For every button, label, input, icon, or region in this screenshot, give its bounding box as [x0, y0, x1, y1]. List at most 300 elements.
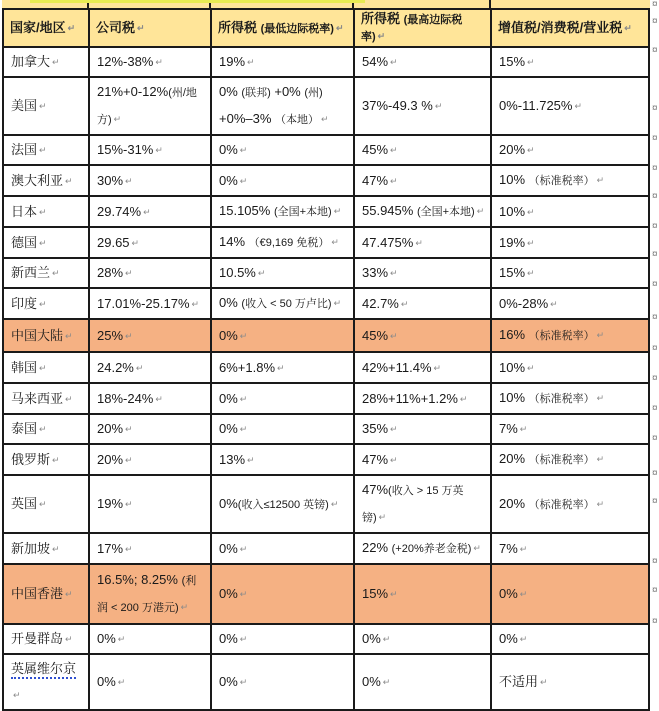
end-of-cell-mark: ↵ — [333, 206, 342, 216]
cell-income_tax_max[interactable] — [354, 383, 491, 414]
cell-text: 42.7% — [362, 295, 399, 311]
cell-corporate_tax[interactable] — [89, 258, 211, 288]
cell-text: 日本 — [11, 203, 38, 219]
end-of-cell-mark: ↵ — [52, 57, 60, 67]
cell-text: 增值税/消费税/营业税 — [498, 20, 623, 35]
column-divider — [489, 0, 491, 8]
cell-text: 0% — [219, 390, 238, 406]
end-of-cell-mark: ↵ — [39, 298, 47, 309]
cell-region[interactable] — [3, 258, 89, 288]
cell-text: 0% — [219, 586, 238, 601]
end-of-cell-mark: ↵ — [596, 498, 605, 509]
cell-text: 45% — [362, 327, 389, 343]
cell-text: 45% — [362, 142, 389, 157]
end-of-cell-mark: ↵ — [65, 175, 73, 186]
end-of-cell-mark: ↵ — [540, 677, 548, 687]
end-of-cell-mark: ↵ — [117, 677, 126, 687]
cell-income_tax_min[interactable] — [211, 475, 354, 533]
end-of-cell-mark: ↵ — [321, 114, 329, 124]
end-of-row-mark: ¤ — [652, 0, 658, 10]
table-row — [3, 47, 649, 77]
end-of-cell-mark: ↵ — [39, 145, 47, 155]
end-of-cell-mark: ↵ — [125, 454, 133, 465]
cell-corporate_tax[interactable] — [89, 165, 211, 196]
end-of-row-mark: ¤ — [652, 16, 658, 27]
cell-text: 俄罗斯 — [11, 451, 51, 467]
cell-vat[interactable] — [491, 47, 649, 77]
end-of-cell-mark: ↵ — [239, 175, 248, 186]
end-of-cell-mark: ↵ — [13, 690, 21, 700]
cell-vat[interactable] — [491, 196, 649, 227]
cell-text: 0%-28% — [499, 295, 549, 311]
cell-text: 法国 — [11, 142, 38, 157]
cell-text: 0% (收入 < 50 万卢比) — [219, 295, 332, 310]
cell-text: 10% — [499, 203, 526, 219]
end-of-cell-mark: ↵ — [239, 393, 248, 404]
cell-corporate_tax[interactable] — [89, 352, 211, 383]
end-of-cell-mark: ↵ — [596, 175, 605, 185]
cell-text: 15%-31% — [97, 142, 154, 157]
cell-income_tax_min[interactable] — [211, 196, 354, 227]
cell-corporate_tax[interactable] — [89, 533, 211, 564]
end-of-cell-mark: ↵ — [519, 634, 528, 644]
cell-corporate_tax[interactable] — [89, 444, 211, 475]
end-of-row-mark: ¤ — [652, 373, 658, 384]
end-of-cell-mark: ↵ — [65, 330, 73, 341]
cell-text: 韩国 — [11, 359, 38, 375]
end-of-cell-mark: ↵ — [125, 330, 133, 341]
cell-text: 15.105% (全国+本地) — [219, 203, 332, 218]
cell-text: 35% — [362, 421, 389, 436]
cell-text: 泰国 — [11, 421, 38, 436]
cell-vat[interactable] — [491, 135, 649, 165]
table-row — [3, 288, 649, 319]
end-of-cell-mark: ↵ — [155, 393, 163, 404]
cell-income_tax_min[interactable] — [211, 383, 354, 414]
end-of-row-mark: ¤ — [652, 103, 658, 114]
cell-income_tax_max[interactable] — [354, 444, 491, 475]
cell-income_tax_max[interactable] — [354, 196, 491, 227]
end-of-cell-mark: ↵ — [473, 543, 481, 553]
cell-text: 28%+11%+1.2% — [362, 390, 458, 406]
cell-corporate_tax[interactable] — [89, 135, 211, 165]
cell-income_tax_min[interactable] — [211, 227, 354, 258]
end-of-row-mark: ¤ — [652, 585, 658, 596]
cell-vat[interactable] — [491, 383, 649, 414]
cell-corporate_tax[interactable] — [89, 196, 211, 227]
end-of-cell-mark: ↵ — [131, 237, 140, 248]
table-row — [3, 196, 649, 227]
table-row — [3, 227, 649, 258]
cell-text: 加拿大 — [11, 54, 51, 69]
cell-text: 15% — [499, 54, 526, 69]
end-of-cell-mark: ↵ — [550, 298, 558, 309]
cell-text: 不适用 — [499, 674, 539, 689]
cell-text: 20% — [97, 421, 124, 436]
cell-income_tax_max[interactable] — [354, 288, 491, 319]
cell-region[interactable] — [3, 383, 89, 414]
cell-text: 0% — [97, 674, 116, 689]
cell-text: 10.5% — [219, 265, 256, 280]
cell-income_tax_max[interactable] — [354, 47, 491, 77]
cell-text: 0% — [219, 540, 238, 556]
end-of-cell-mark: ↵ — [527, 57, 535, 67]
cell-text: 12%-38% — [97, 54, 154, 69]
cell-corporate_tax[interactable] — [89, 624, 211, 654]
cell-corporate_tax[interactable] — [89, 414, 211, 444]
cell-income_tax_min[interactable] — [211, 165, 354, 196]
end-of-cell-mark: ↵ — [277, 362, 285, 373]
end-of-cell-mark: ↵ — [519, 424, 528, 434]
end-of-cell-mark: ↵ — [390, 330, 398, 341]
cell-income_tax_min[interactable] — [211, 564, 354, 624]
cell-vat[interactable] — [491, 444, 649, 475]
cell-text: 新加坡 — [11, 540, 51, 556]
end-of-cell-mark: ↵ — [257, 268, 266, 278]
end-of-cell-mark: ↵ — [390, 175, 398, 186]
cell-text: 中国大陆 — [11, 327, 64, 343]
end-of-cell-mark: ↵ — [382, 634, 391, 644]
cell-text: 0%-11.725% — [499, 98, 573, 113]
table-row — [3, 414, 649, 444]
end-of-cell-mark: ↵ — [125, 543, 133, 554]
cell-corporate_tax[interactable] — [89, 47, 211, 77]
cell-vat[interactable] — [491, 414, 649, 444]
end-of-row-mark: ¤ — [652, 45, 658, 56]
cell-text: 6%+1.8% — [219, 359, 276, 375]
cell-income_tax_max[interactable] — [354, 624, 491, 654]
cell-income_tax_max[interactable] — [354, 77, 491, 135]
cell-income_tax_min[interactable] — [211, 319, 354, 352]
cell-income_tax_max[interactable] — [354, 564, 491, 624]
cell-text: 22% (+20%养老金税) — [362, 540, 472, 555]
cell-region[interactable] — [3, 196, 89, 227]
cell-text: 17% — [97, 540, 124, 556]
cell-text: 0% — [97, 631, 116, 646]
end-of-cell-mark: ↵ — [125, 268, 133, 278]
cell-text: 开曼群岛 — [11, 631, 64, 646]
end-of-cell-mark: ↵ — [125, 499, 133, 509]
header-cell[interactable] — [211, 9, 354, 47]
cell-region[interactable] — [3, 135, 89, 165]
end-of-cell-mark: ↵ — [155, 145, 163, 155]
table-row — [3, 475, 649, 533]
end-of-cell-mark: ↵ — [519, 543, 528, 554]
end-of-row-mark: ¤ — [652, 468, 658, 479]
cell-income_tax_min[interactable] — [211, 47, 354, 77]
end-of-cell-mark: ↵ — [382, 677, 391, 687]
end-of-row-mark: ¤ — [652, 616, 658, 627]
end-of-cell-mark: ↵ — [52, 454, 60, 465]
cell-income_tax_max[interactable] — [354, 135, 491, 165]
cell-region[interactable] — [3, 165, 89, 196]
cell-region[interactable] — [3, 288, 89, 319]
table-row — [3, 258, 649, 288]
end-of-cell-mark: ↵ — [527, 237, 535, 248]
cell-income_tax_min[interactable] — [211, 258, 354, 288]
table-row — [3, 444, 649, 475]
cell-region[interactable] — [3, 414, 89, 444]
end-of-row-mark: ¤ — [652, 133, 658, 144]
cell-income_tax_min[interactable] — [211, 624, 354, 654]
cell-text: 30% — [97, 172, 124, 188]
cell-income_tax_max[interactable] — [354, 165, 491, 196]
end-of-cell-mark: ↵ — [476, 206, 485, 216]
cell-region[interactable] — [3, 227, 89, 258]
table-row — [3, 77, 649, 135]
cell-region[interactable] — [3, 47, 89, 77]
cell-vat[interactable] — [491, 165, 649, 196]
cell-text: 42%+11.4% — [362, 359, 432, 375]
table-header — [3, 9, 649, 47]
cell-corporate_tax[interactable] — [89, 227, 211, 258]
end-of-cell-mark: ↵ — [527, 145, 535, 155]
table-row — [3, 383, 649, 414]
cell-text: 16% （标准税率） — [499, 327, 595, 342]
cell-text: 所得税 (最高边际税率) — [361, 11, 463, 43]
cell-income_tax_max[interactable] — [354, 414, 491, 444]
cell-text: 20% — [499, 142, 526, 157]
cell-vat[interactable] — [491, 624, 649, 654]
end-of-cell-mark: ↵ — [527, 268, 535, 278]
cell-text: 18%-24% — [97, 390, 154, 406]
end-of-cell-mark: ↵ — [390, 57, 398, 67]
end-of-cell-mark: ↵ — [239, 543, 248, 554]
cell-text: 0% — [362, 631, 381, 646]
end-of-cell-mark: ↵ — [65, 393, 73, 404]
cell-vat[interactable] — [491, 564, 649, 624]
header-row — [3, 9, 649, 47]
cell-text: 新西兰 — [11, 265, 51, 280]
cell-text: 10% — [499, 359, 526, 375]
header-cell[interactable] — [89, 9, 211, 47]
cell-income_tax_max[interactable] — [354, 258, 491, 288]
end-of-cell-mark: ↵ — [390, 145, 398, 155]
end-of-cell-mark: ↵ — [117, 634, 126, 644]
cell-corporate_tax[interactable] — [89, 475, 211, 533]
cell-region[interactable] — [3, 624, 89, 654]
end-of-row-mark: ¤ — [652, 433, 658, 444]
cell-income_tax_min[interactable] — [211, 77, 354, 135]
cell-income_tax_max[interactable] — [354, 319, 491, 352]
end-of-cell-mark: ↵ — [135, 362, 144, 373]
highlighter-mark — [30, 0, 365, 3]
cell-income_tax_min[interactable] — [211, 533, 354, 564]
end-of-cell-mark: ↵ — [239, 589, 248, 599]
cell-corporate_tax[interactable] — [89, 319, 211, 352]
table-body — [3, 47, 649, 710]
end-of-cell-mark: ↵ — [434, 101, 443, 111]
cell-text: 国家/地区 — [10, 20, 66, 35]
end-of-cell-mark: ↵ — [247, 57, 255, 67]
end-of-row-mark: ¤ — [652, 403, 658, 414]
cell-vat[interactable] — [491, 654, 649, 710]
cell-text: 德国 — [11, 234, 38, 250]
cell-vat[interactable] — [491, 288, 649, 319]
cell-text: 47% — [362, 172, 389, 188]
end-of-row-mark: ¤ — [652, 556, 658, 567]
end-of-cell-mark: ↵ — [39, 206, 47, 217]
end-of-cell-mark: ↵ — [65, 634, 73, 644]
cell-vat[interactable] — [491, 227, 649, 258]
header-cell[interactable] — [491, 9, 649, 47]
cell-text: 中国香港 — [11, 586, 64, 601]
end-of-cell-mark: ↵ — [390, 424, 398, 434]
cell-text: 美国 — [11, 98, 38, 113]
cell-text: 0%(收入≤12500 英镑) — [219, 495, 329, 511]
cell-income_tax_max[interactable] — [354, 352, 491, 383]
cell-text: 25% — [97, 327, 124, 343]
cell-corporate_tax[interactable] — [89, 77, 211, 135]
cell-region[interactable] — [3, 564, 89, 624]
end-of-cell-mark: ↵ — [39, 237, 47, 248]
table-row — [3, 624, 649, 654]
cell-region[interactable] — [3, 533, 89, 564]
end-of-cell-mark: ↵ — [67, 23, 76, 33]
end-of-cell-mark: ↵ — [52, 543, 60, 554]
end-of-cell-mark: ↵ — [390, 454, 398, 465]
cell-text: 0% — [219, 421, 238, 436]
cell-text: 16.5%; 8.25% (利润 < 200 万港元) — [97, 572, 197, 614]
cell-vat[interactable] — [491, 258, 649, 288]
cell-corporate_tax[interactable] — [89, 288, 211, 319]
cell-text: 20% （标准税率） — [499, 451, 595, 466]
cell-text: 47% — [362, 451, 389, 467]
end-of-cell-mark: ↵ — [239, 677, 248, 687]
cell-vat[interactable] — [491, 319, 649, 352]
cell-text: 54% — [362, 54, 389, 69]
end-of-cell-mark: ↵ — [596, 330, 605, 340]
end-of-cell-mark: ↵ — [527, 362, 535, 373]
end-of-cell-mark: ↵ — [390, 589, 398, 599]
end-of-cell-mark: ↵ — [239, 145, 248, 155]
end-of-cell-mark: ↵ — [39, 101, 47, 111]
end-of-cell-mark: ↵ — [39, 499, 47, 509]
cell-text: 0% — [219, 631, 238, 646]
end-of-cell-mark: ↵ — [331, 237, 339, 247]
cell-region[interactable] — [3, 77, 89, 135]
cell-text: 英国 — [11, 496, 38, 511]
cell-text: 28% — [97, 265, 124, 280]
cell-region[interactable] — [3, 444, 89, 475]
cell-vat[interactable] — [491, 77, 649, 135]
cell-income_tax_min[interactable] — [211, 288, 354, 319]
tax-table[interactable] — [2, 8, 650, 711]
cell-text: 10% （标准税率） — [499, 172, 595, 187]
cell-text: 19% — [219, 54, 246, 69]
end-of-cell-mark: ↵ — [596, 393, 605, 403]
end-of-cell-mark: ↵ — [125, 175, 133, 186]
cell-text: 33% — [362, 265, 389, 280]
cell-income_tax_max[interactable] — [354, 227, 491, 258]
end-of-cell-mark: ↵ — [415, 237, 423, 248]
end-of-cell-mark: ↵ — [137, 23, 145, 33]
end-of-cell-mark: ↵ — [191, 298, 200, 309]
cell-text: 英属维尔京 — [11, 661, 76, 679]
cell-income_tax_min[interactable] — [211, 135, 354, 165]
cell-corporate_tax[interactable] — [89, 564, 211, 624]
cell-text: 47.475% — [362, 234, 414, 250]
end-of-row-mark: ¤ — [652, 343, 658, 354]
cell-income_tax_max[interactable] — [354, 654, 491, 710]
cell-income_tax_min[interactable] — [211, 444, 354, 475]
end-of-row-mark: ¤ — [652, 221, 658, 232]
cell-text: 10% （标准税率） — [499, 390, 595, 405]
cell-text: 所得税 (最低边际税率) — [218, 19, 334, 35]
end-of-cell-mark: ↵ — [333, 298, 342, 308]
header-cell[interactable] — [354, 9, 491, 47]
end-of-cell-mark: ↵ — [39, 424, 47, 434]
end-of-cell-mark: ↵ — [155, 57, 163, 67]
cell-text: 24.2% — [97, 359, 134, 375]
end-of-row-mark: ¤ — [652, 496, 658, 507]
cell-text: 印度 — [11, 295, 38, 311]
end-of-cell-mark: ↵ — [65, 589, 73, 599]
table-row — [3, 352, 649, 383]
cell-corporate_tax[interactable] — [89, 654, 211, 710]
cell-income_tax_min[interactable] — [211, 414, 354, 444]
cell-text: 20% — [97, 451, 124, 467]
end-of-row-mark: ¤ — [652, 163, 658, 174]
end-of-cell-mark: ↵ — [400, 298, 409, 309]
cell-text: 55.945% (全国+本地) — [362, 203, 475, 218]
cell-text: 19% — [499, 234, 526, 250]
cell-text: 17.01%-25.17% — [97, 295, 190, 311]
cell-text: 0% — [499, 586, 518, 601]
end-of-cell-mark: ↵ — [335, 22, 344, 33]
table-row — [3, 165, 649, 196]
end-of-cell-mark: ↵ — [624, 23, 632, 33]
cell-vat[interactable] — [491, 352, 649, 383]
end-of-cell-mark: ↵ — [180, 602, 189, 612]
cell-text: 29.74% — [97, 203, 142, 219]
cell-text: 15% — [499, 265, 526, 280]
cell-text: 19% — [97, 496, 124, 511]
cell-text: 14% （€9,169 免税） — [219, 234, 330, 249]
cell-income_tax_max[interactable] — [354, 533, 491, 564]
cell-text: 15% — [362, 586, 389, 601]
cell-income_tax_max[interactable] — [354, 475, 491, 533]
table-row — [3, 533, 649, 564]
cell-region[interactable] — [3, 319, 89, 352]
cell-vat[interactable] — [491, 533, 649, 564]
cell-corporate_tax[interactable] — [89, 383, 211, 414]
table-row — [3, 135, 649, 165]
end-of-cell-mark: ↵ — [390, 268, 398, 278]
cell-vat[interactable] — [491, 475, 649, 533]
cell-text: 0% — [219, 142, 238, 157]
end-of-cell-mark: ↵ — [574, 101, 583, 111]
end-of-row-mark: ¤ — [652, 249, 658, 260]
end-of-cell-mark: ↵ — [596, 454, 605, 464]
cell-text: 澳大利亚 — [11, 172, 64, 188]
end-of-row-mark: ¤ — [652, 312, 658, 323]
table-row — [3, 654, 649, 710]
end-of-cell-mark: ↵ — [239, 330, 248, 341]
cell-text: 0% — [499, 631, 518, 646]
end-of-cell-mark: ↵ — [125, 424, 133, 434]
cell-text: 公司税 — [96, 20, 136, 35]
cell-region[interactable] — [3, 654, 89, 710]
cell-income_tax_min[interactable] — [211, 654, 354, 710]
cell-region[interactable] — [3, 352, 89, 383]
end-of-cell-mark: ↵ — [519, 589, 528, 599]
cell-income_tax_min[interactable] — [211, 352, 354, 383]
cell-region[interactable] — [3, 475, 89, 533]
cell-text: 0% — [219, 327, 238, 343]
cell-text: 0% — [219, 674, 238, 689]
header-cell[interactable] — [3, 9, 89, 47]
